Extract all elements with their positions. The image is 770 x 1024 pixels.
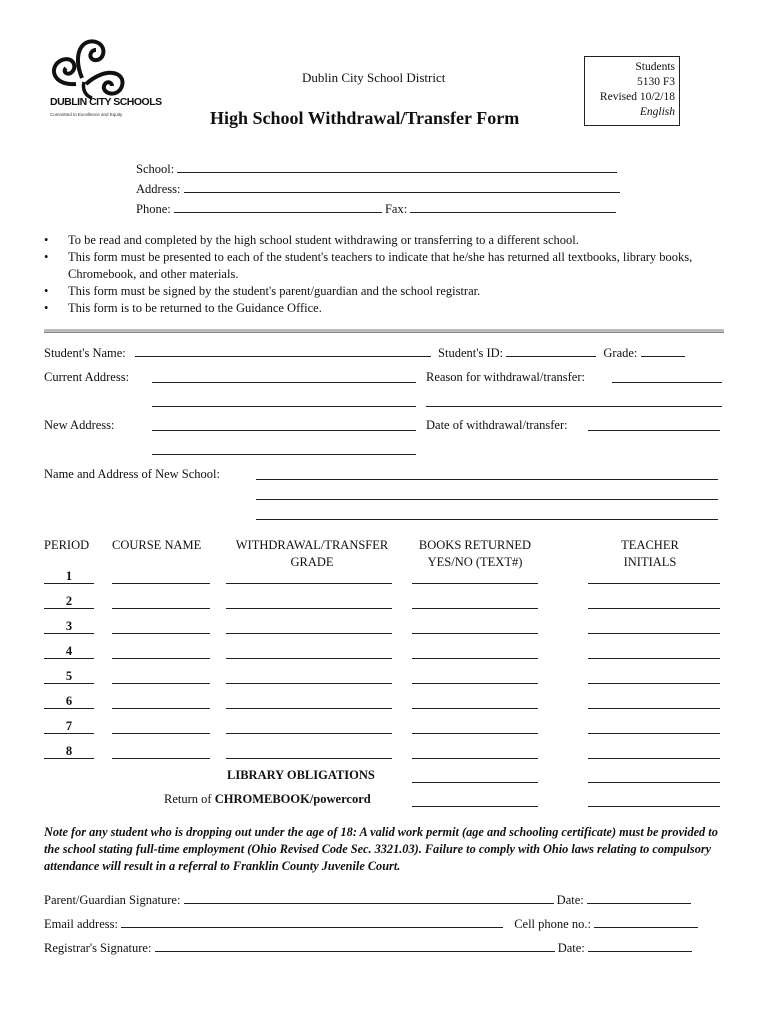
cell-phone-line[interactable] bbox=[594, 915, 698, 928]
registrar-signature-line[interactable] bbox=[155, 939, 555, 952]
period-number: 3 bbox=[44, 619, 94, 634]
code-category: Students bbox=[635, 61, 675, 73]
course-name-cell[interactable] bbox=[112, 669, 210, 684]
grade-cell[interactable] bbox=[226, 669, 392, 684]
instruction-item: • This form is to be returned to the Guidance Office. bbox=[44, 300, 734, 317]
form-title: High School Withdrawal/Transfer Form bbox=[210, 108, 520, 128]
teacher-initials-cell[interactable] bbox=[588, 719, 720, 734]
chromebook-books-cell[interactable] bbox=[412, 792, 538, 807]
dropout-note: Note for any student who is dropping out under the age of 18: A valid work permit (age and schooling certificate) must be provided to the school stating full-time employment (Ohio Revised Code Sec. 3321.03). Failure to comply with Ohio laws relating to compulsory attendance will result in a referral to Franklin County Juvenile Court. bbox=[44, 825, 718, 873]
header-withdrawal-grade: WITHDRAWAL/TRANSFER GRADE bbox=[235, 538, 389, 569]
code-language: English bbox=[639, 106, 675, 118]
date-label: Date of withdrawal/transfer: bbox=[426, 418, 568, 432]
reason-label: Reason for withdrawal/transfer: bbox=[426, 370, 585, 384]
new-school-input-line[interactable] bbox=[256, 467, 718, 480]
period-number: 4 bbox=[44, 644, 94, 659]
new-school-label: Name and Address of New School: bbox=[44, 467, 221, 481]
course-name-cell[interactable] bbox=[112, 644, 210, 659]
grade-cell[interactable] bbox=[226, 644, 392, 659]
logo-tagline: Committed to Excellence and Equity bbox=[50, 112, 123, 117]
address-input-line[interactable] bbox=[184, 180, 620, 193]
logo-text: DUBLIN CITY SCHOOLS bbox=[50, 96, 162, 108]
library-books-cell[interactable] bbox=[412, 768, 538, 783]
form-code-box bbox=[584, 56, 680, 126]
period-number: 7 bbox=[44, 719, 94, 734]
books-returned-cell[interactable] bbox=[412, 619, 538, 634]
student-id-label: Student's ID: bbox=[438, 346, 504, 360]
header-period: PERIOD bbox=[44, 538, 90, 552]
course-name-cell[interactable] bbox=[112, 569, 210, 584]
reason-input-line-2[interactable] bbox=[426, 394, 722, 407]
registrar-signature-row bbox=[44, 939, 692, 956]
email-row bbox=[44, 915, 698, 932]
date-label-1: Date: bbox=[556, 893, 584, 907]
new-school-input-line-2[interactable] bbox=[256, 487, 718, 500]
teacher-initials-cell[interactable] bbox=[588, 644, 720, 659]
course-name-cell[interactable] bbox=[112, 619, 210, 634]
period-number: 1 bbox=[44, 569, 94, 584]
shamrock-logo-icon bbox=[42, 36, 132, 132]
student-name-input-line[interactable] bbox=[135, 344, 431, 357]
new-school-input-line-3[interactable] bbox=[256, 507, 718, 520]
student-id-input-line[interactable] bbox=[506, 344, 596, 357]
email-label: Email address: bbox=[44, 917, 118, 931]
course-name-cell[interactable] bbox=[112, 694, 210, 709]
registrar-signature-label: Registrar's Signature: bbox=[44, 941, 152, 955]
school-input-line[interactable] bbox=[177, 160, 617, 173]
code-revised: Revised 10/2/18 bbox=[599, 91, 675, 103]
grade-cell[interactable] bbox=[226, 594, 392, 609]
books-returned-cell[interactable] bbox=[412, 719, 538, 734]
header-books-returned: BOOKS RETURNED YES/NO (TEXT#) bbox=[418, 538, 532, 569]
address-field bbox=[136, 180, 620, 197]
library-obligations-label: LIBRARY OBLIGATIONS bbox=[227, 768, 375, 782]
course-name-cell[interactable] bbox=[112, 744, 210, 759]
library-initials-cell[interactable] bbox=[588, 768, 720, 783]
chromebook-label bbox=[164, 792, 371, 807]
reason-input-line[interactable] bbox=[612, 370, 722, 383]
books-returned-cell[interactable] bbox=[412, 669, 538, 684]
teacher-initials-cell[interactable] bbox=[588, 569, 720, 584]
teacher-initials-cell[interactable] bbox=[588, 744, 720, 759]
period-number: 2 bbox=[44, 594, 94, 609]
address-label: Address: bbox=[136, 182, 181, 196]
phone-label: Phone: bbox=[136, 202, 171, 216]
fax-label: Fax: bbox=[384, 202, 408, 216]
date-line-1[interactable] bbox=[587, 891, 691, 904]
district-name: Dublin City School District bbox=[302, 70, 446, 85]
header-course-name: COURSE NAME bbox=[112, 538, 202, 552]
current-address-label: Current Address: bbox=[44, 370, 130, 384]
date-line-2[interactable] bbox=[588, 939, 692, 952]
code-number: 5130 F3 bbox=[636, 76, 675, 88]
course-name-cell[interactable] bbox=[112, 719, 210, 734]
chromebook-label-prefix: Return of bbox=[164, 792, 215, 806]
parent-signature-row bbox=[44, 891, 691, 908]
teacher-initials-cell[interactable] bbox=[588, 594, 720, 609]
phone-input-line[interactable] bbox=[174, 200, 382, 213]
grade-input-line[interactable] bbox=[641, 344, 685, 357]
new-address-label: New Address: bbox=[44, 418, 115, 432]
new-address-input-line-2[interactable] bbox=[152, 442, 416, 455]
email-line[interactable] bbox=[121, 915, 503, 928]
fax-input-line[interactable] bbox=[410, 200, 616, 213]
grade-cell[interactable] bbox=[226, 744, 392, 759]
course-name-cell[interactable] bbox=[112, 594, 210, 609]
date-input-line[interactable] bbox=[588, 418, 720, 431]
current-address-input-line[interactable] bbox=[152, 370, 416, 383]
grade-label: Grade: bbox=[603, 346, 638, 360]
books-returned-cell[interactable] bbox=[412, 694, 538, 709]
instruction-item: • This form must be presented to each of the student's teachers to indicate that he/she has returned all textbooks, library books, Chromebook, and other materials. bbox=[44, 249, 734, 283]
instruction-item: • To be read and completed by the high school student withdrawing or transferring to a different school. bbox=[44, 232, 734, 249]
books-returned-cell[interactable] bbox=[412, 594, 538, 609]
chromebook-initials-cell[interactable] bbox=[588, 792, 720, 807]
teacher-initials-cell[interactable] bbox=[588, 694, 720, 709]
date-label-2: Date: bbox=[557, 941, 585, 955]
cell-phone-label: Cell phone no.: bbox=[514, 917, 591, 931]
teacher-initials-cell[interactable] bbox=[588, 669, 720, 684]
period-number: 6 bbox=[44, 694, 94, 709]
teacher-initials-cell[interactable] bbox=[588, 619, 720, 634]
grade-cell[interactable] bbox=[226, 619, 392, 634]
school-field bbox=[136, 160, 617, 177]
header-teacher-initials: TEACHER INITIALS bbox=[621, 538, 679, 569]
student-name-label: Student's Name: bbox=[44, 346, 126, 360]
period-number: 8 bbox=[44, 744, 94, 759]
period-number: 5 bbox=[44, 669, 94, 684]
chromebook-label-bold: CHROMEBOOK/powercord bbox=[214, 792, 371, 806]
new-address-input-line[interactable] bbox=[152, 418, 416, 431]
parent-signature-line[interactable] bbox=[184, 891, 554, 904]
phone-field bbox=[136, 200, 616, 217]
books-returned-cell[interactable] bbox=[412, 644, 538, 659]
instruction-item: • This form must be signed by the student's parent/guardian and the school registrar. bbox=[44, 283, 734, 300]
books-returned-cell[interactable] bbox=[412, 569, 538, 584]
current-address-input-line-2[interactable] bbox=[152, 394, 416, 407]
grade-cell[interactable] bbox=[226, 569, 392, 584]
school-label: School: bbox=[136, 162, 175, 176]
grade-cell[interactable] bbox=[226, 694, 392, 709]
parent-signature-label: Parent/Guardian Signature: bbox=[44, 893, 181, 907]
section-divider bbox=[44, 329, 724, 333]
instructions-list bbox=[44, 232, 734, 317]
books-returned-cell[interactable] bbox=[412, 744, 538, 759]
grade-cell[interactable] bbox=[226, 719, 392, 734]
student-name-row bbox=[44, 344, 685, 361]
